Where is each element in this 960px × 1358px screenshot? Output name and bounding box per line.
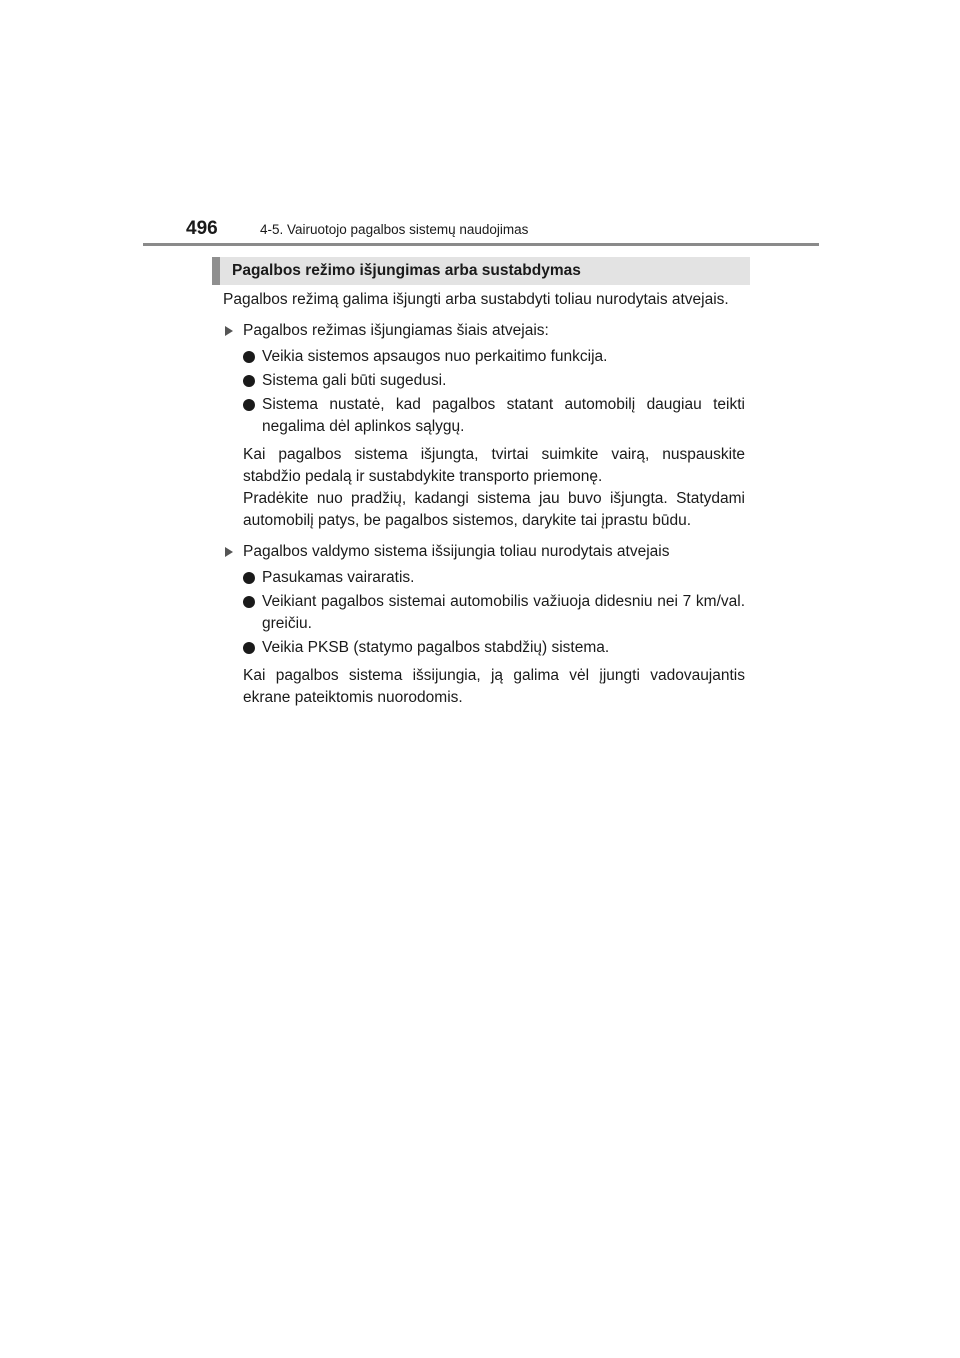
- group2-title-text: Pagalbos valdymo sistema išsijungia toliau nurodytais atvejais: [243, 543, 670, 560]
- header-divider: [143, 243, 819, 246]
- list-item: [243, 637, 745, 659]
- list-item: [243, 370, 745, 392]
- list-item: [243, 346, 745, 368]
- list-item: [243, 394, 745, 438]
- list-item: [243, 567, 745, 589]
- group2-bullet-list: [243, 567, 745, 659]
- arrow-right-icon: [225, 547, 233, 557]
- intro-paragraph: Pagalbos režimą galima išjungti arba sustabdyti toliau nurodytais atvejais.: [223, 291, 729, 308]
- section-heading: Pagalbos režimo išjungimas arba sustabdymas: [212, 257, 750, 285]
- group1-note-1: Kai pagalbos sistema išjungta, tvirtai suimkite vairą, nuspauskite stabdžio pedalą ir sustabdykite transporto priemonę.: [243, 446, 745, 485]
- group1-bullet-list: [243, 346, 745, 438]
- bullet-icon: [243, 642, 255, 654]
- bullet-icon: [243, 572, 255, 584]
- list-item-text: Sistema gali būti sugedusi.: [262, 372, 447, 389]
- list-item-text: Veikia PKSB (statymo pagalbos stabdžių) sistema.: [262, 639, 610, 656]
- bullet-icon: [243, 351, 255, 363]
- group1-title: [223, 320, 745, 342]
- list-item-text: Veikia sistemos apsaugos nuo perkaitimo funkcija.: [262, 348, 608, 365]
- bullet-icon: [243, 399, 255, 411]
- list-item-text: Pasukamas vairaratis.: [262, 569, 415, 586]
- list-item-text: Sistema nustatė, kad pagalbos statant automobilį daugiau teikti negalima dėl aplinkos sąlygų.: [262, 396, 745, 435]
- group2-title: [223, 541, 745, 563]
- section-title: 4-5. Vairuotojo pagalbos sistemų naudojimas: [260, 222, 529, 237]
- group1-title-text: Pagalbos režimas išjungiamas šiais atvejais:: [243, 322, 549, 339]
- group2-note: Kai pagalbos sistema išsijungia, ją galima vėl įjungti vadovaujantis ekrane pateiktomis nuorodomis.: [243, 667, 745, 706]
- bullet-icon: [243, 375, 255, 387]
- page-number: 496: [186, 218, 218, 239]
- group1-note-2: Pradėkite nuo pradžių, kadangi sistema jau buvo išjungta. Statydami automobilį patys, be pagalbos sistemos, darykite tai įprastu būdu.: [243, 490, 745, 529]
- group1-note: [243, 444, 745, 532]
- bullet-icon: [243, 596, 255, 608]
- list-item-text: Veikiant pagalbos sistemai automobilis važiuoja didesniu nei 7 km/val. greičiu.: [262, 593, 745, 632]
- arrow-right-icon: [225, 326, 233, 336]
- list-item: [243, 591, 745, 635]
- page-content: [223, 289, 745, 709]
